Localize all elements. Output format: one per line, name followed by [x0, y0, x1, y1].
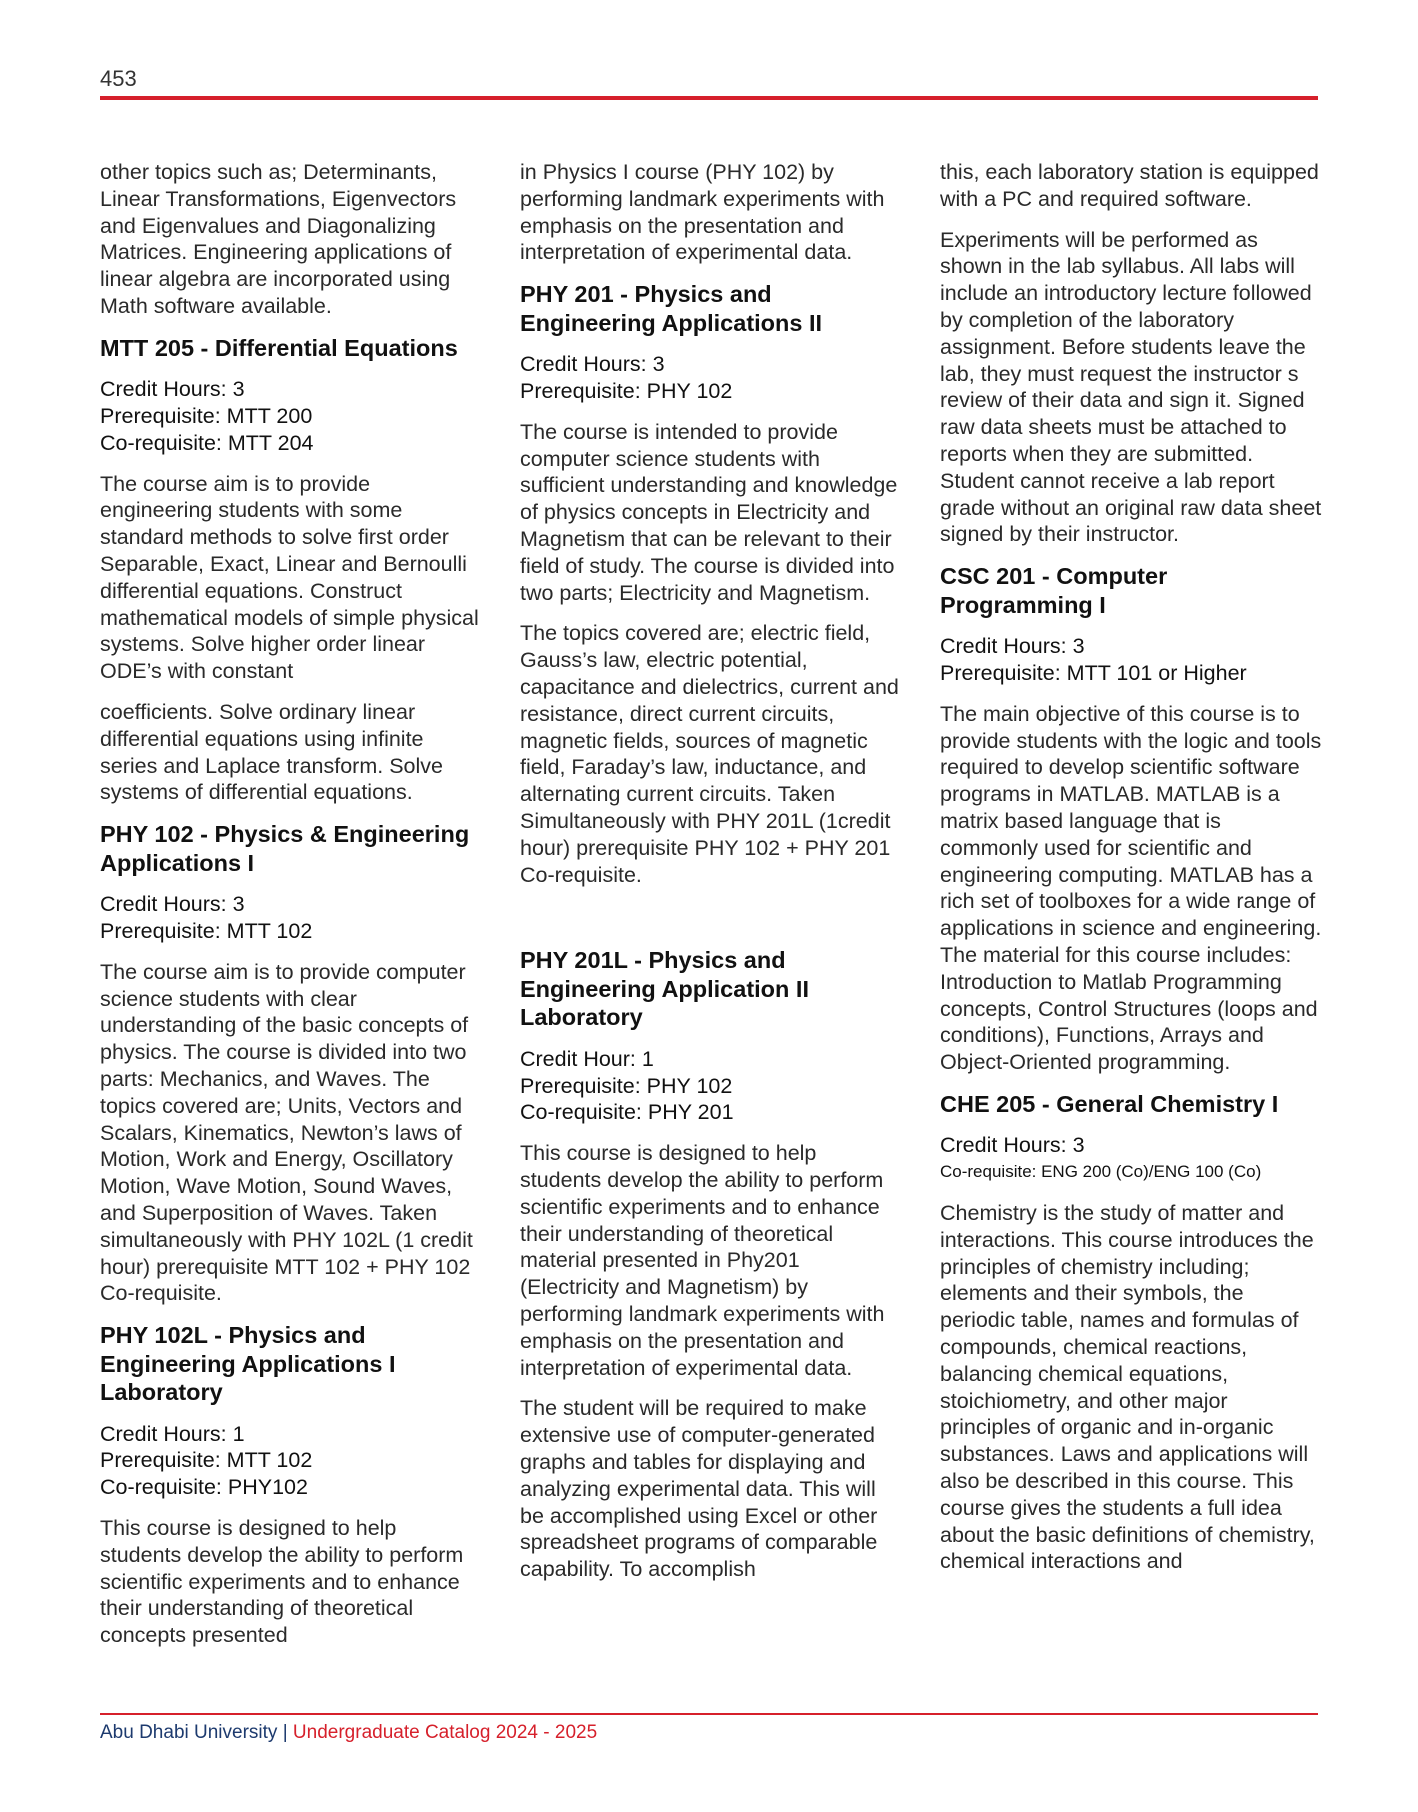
credit-hours: Credit Hours: 1 — [100, 1421, 245, 1446]
paragraph: other topics such as; Determinants, Linear Transformations, Eigenvectors and Eigenvalues and Diagonalizing Matrices. Engineering applications of linear algebra are incorporated using Math software available. — [100, 160, 457, 318]
course-description: This course is designed to help students develop the ability to perform scientific experiments and to enhance their understanding of theoretical material presented in Phy201 (Electricity and Magnetism) by performing landmark experiments with emphasis on the presentation and interpretation of experimental data. — [520, 1141, 885, 1380]
credit-hours: Credit Hours: 3 — [940, 634, 1085, 659]
corequisite: Co-requisite: PHY 201 — [520, 1100, 734, 1125]
page-number: 453 — [100, 66, 137, 91]
course-description: Chemistry is the study of matter and interactions. This course introduces the principles of chemistry including; elements and their symbols, the periodic table, names and formulas of compounds, chemical reactions, balancing chemical equations, stoichiometry, and other major principles of organic and in-organic substances. Laws and applications will also be described in this course. This course gives the students a full idea about the basic definitions of chemistry, chemical interactions and — [940, 1201, 1315, 1574]
course-description: The topics covered are; electric field, Gauss’s law, electric potential, capacitance and dielectrics, current and resistance, direct current circuits, magnetic fields, sources of magnetic field, Faraday’s law, inductance, and alternating current circuits. Taken Simultaneously with PHY 201L (1credit hour) prerequisite PHY 102 + PHY 201 Co-requisite. — [520, 621, 899, 887]
footer-university: Abu Dhabi University — [100, 1722, 278, 1743]
corequisite: Co-requisite: PHY102 — [100, 1475, 308, 1500]
column-2 — [520, 159, 902, 1597]
course-title-phy102: PHY 102 - Physics & Engineering Applications I — [100, 821, 470, 876]
course-description: The student will be required to make extensive use of computer-generated graphs and tables for displaying and analyzing experimental data. This will be accomplished using Excel or other spreadsheet programs of comparable capability. To accomplish — [520, 1396, 878, 1582]
course-title-csc201: CSC 201 - Computer Programming I — [940, 563, 1168, 618]
course-title-che205: CHE 205 - General Chemistry I — [940, 1090, 1279, 1117]
course-title-phy201: PHY 201 - Physics and Engineering Applications II — [520, 281, 823, 336]
course-meta-phy201l — [520, 1046, 902, 1126]
prerequisite: Prerequisite: MTT 102 — [100, 1448, 313, 1473]
course-title-mtt205: MTT 205 - Differential Equations — [100, 334, 458, 361]
footer-separator: | — [282, 1722, 288, 1743]
course-meta-mtt205 — [100, 376, 482, 456]
prerequisite: Prerequisite: MTT 102 — [100, 919, 313, 944]
paragraph: Experiments will be performed as shown in the lab syllabus. All labs will include an introductory lecture followed by completion of the laboratory assignment. Before students leave the lab, they must request the instructor s review of their data and sign it. Signed raw data sheets must be attached to reports when they are submitted. Student cannot receive a lab report grade without an original raw data sheet signed by their instructor. — [940, 227, 1322, 547]
course-description: The course aim is to provide computer science students with clear understanding of the basic concepts of physics. The course is divided into two parts: Mechanics, and Waves. The topics covered are; Units, Vectors and Scalars, Kinematics, Newton’s laws of Motion, Work and Energy, Oscillatory Motion, Wave Motion, Sound Waves, and Superposition of Waves. Taken simultaneously with PHY 102L (1 credit hour) prerequisite MTT 102 + PHY 102 Co-requisite. — [100, 959, 473, 1306]
footer-rule — [100, 1713, 1318, 1715]
spacer — [520, 902, 902, 946]
credit-hours: Credit Hours: 3 — [940, 1133, 1085, 1158]
corequisite: Co-requisite: ENG 200 (Co)/ENG 100 (Co) — [940, 1162, 1262, 1182]
column-3 — [940, 159, 1324, 1589]
prerequisite: Prerequisite: MTT 101 or Higher — [940, 660, 1247, 685]
course-meta-phy102l — [100, 1421, 482, 1501]
credit-hours: Credit Hours: 3 — [100, 892, 245, 917]
prerequisite: Prerequisite: MTT 200 — [100, 404, 313, 429]
course-title-phy102l: PHY 102L - Physics and Engineering Applications I Laboratory — [100, 1322, 396, 1406]
course-description: The course aim is to provide engineering students with some standard methods to solve first order Separable, Exact, Linear and Bernoulli differential equations. Construct mathematical models of simple physical systems. Solve higher order linear ODE’s with constant — [100, 471, 479, 684]
paragraph: this, each laboratory station is equipped with a PC and required software. — [940, 160, 1319, 211]
credit-hours: Credit Hour: 1 — [520, 1046, 654, 1071]
course-description: coefficients. Solve ordinary linear differential equations using infinite series and Laplace transform. Solve systems of differential equations. — [100, 700, 443, 805]
footer — [100, 1720, 597, 1746]
course-description: The course is intended to provide computer science students with sufficient understanding and knowledge of physics concepts in Electricity and Magnetism that can be relevant to their field of study. The course is divided into two parts; Electricity and Magnetism. — [520, 419, 898, 605]
prerequisite: Prerequisite: PHY 102 — [520, 1073, 733, 1098]
course-description: The main objective of this course is to provide students with the logic and tools required to develop scientific software programs in MATLAB. MATLAB is a matrix based language that is commonly used for scientific and engineering computing. MATLAB has a rich set of toolboxes for a wide range of applications in science and engineering. The material for this course includes: Introduction to Matlab Programming concepts, Control Structures (loops and conditions), Functions, Arrays and Object-Oriented programming. — [940, 701, 1322, 1075]
credit-hours: Credit Hours: 3 — [520, 352, 665, 377]
prerequisite: Prerequisite: PHY 102 — [520, 378, 733, 403]
footer-catalog: Undergraduate Catalog 2024 - 2025 — [292, 1722, 598, 1743]
course-meta-csc201 — [940, 633, 1324, 687]
course-description: This course is designed to help students develop the ability to perform scientific experiments and to enhance their understanding of theoretical concepts presented — [100, 1516, 464, 1648]
course-meta-phy102 — [100, 891, 482, 945]
corequisite: Co-requisite: MTT 204 — [100, 430, 314, 455]
course-meta-che205 — [940, 1132, 1324, 1186]
course-title-phy201l: PHY 201L - Physics and Engineering Application II Laboratory — [520, 947, 809, 1031]
credit-hours: Credit Hours: 3 — [100, 377, 245, 402]
course-meta-phy201 — [520, 351, 902, 405]
paragraph: in Physics I course (PHY 102) by performing landmark experiments with emphasis on the presentation and interpretation of experimental data. — [520, 160, 885, 265]
column-1 — [100, 159, 482, 1663]
header-rule — [100, 96, 1318, 100]
